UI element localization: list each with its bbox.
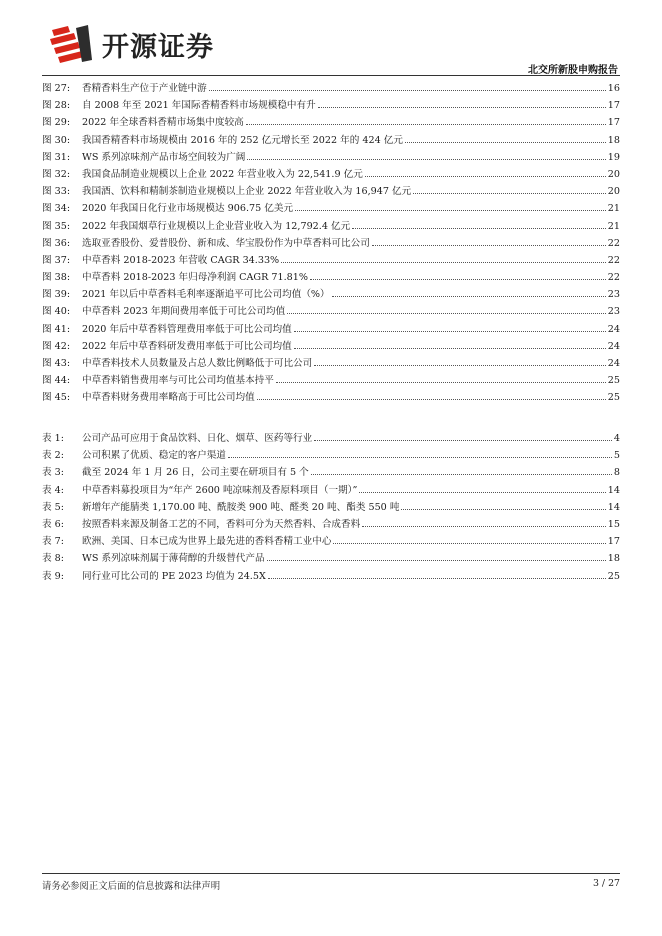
dot-leader (294, 331, 606, 332)
figure-entry-title: 2020 年我国日化行业市场规模达 906.75 亿美元 (82, 203, 294, 215)
figure-entry[interactable] (42, 80, 620, 97)
header-divider (42, 75, 620, 76)
dot-leader (362, 526, 606, 527)
table-entry-title: 截至 2024 年 1 月 26 日，公司主要在研项目有 5 个 (82, 467, 309, 479)
table-entry-title: 同行业可比公司的 PE 2023 均值为 24.5X (82, 570, 266, 582)
dot-leader (332, 296, 606, 297)
figure-entry-page: 25 (607, 375, 620, 387)
figure-entry-title: 中草香料技术人员数量及占总人数比例略低于可比公司 (82, 358, 313, 369)
figure-entry-label: 图 30: (42, 134, 71, 146)
dot-leader (352, 228, 606, 229)
table-entry-label: 表 6: (42, 518, 64, 530)
figure-entry-label: 图 33: (42, 186, 71, 198)
figure-entry-label: 图 27: (42, 83, 71, 94)
table-entry[interactable] (42, 430, 620, 447)
table-entry-page: 14 (607, 501, 620, 513)
figure-entry-title: 中草香料财务费用率略高于可比公司均值 (82, 392, 255, 404)
dot-leader (314, 440, 612, 441)
table-entry-page: 14 (607, 484, 620, 496)
figure-entry[interactable] (42, 252, 620, 269)
figure-entry-page: 17 (607, 117, 620, 129)
table-entry-page: 4 (613, 433, 620, 444)
table-entry-title: WS 系列凉味剂属于薄荷醇的升级替代产品 (82, 553, 265, 565)
figure-entry[interactable] (42, 132, 620, 149)
figure-entry-label: 图 29: (42, 117, 71, 129)
dot-leader (405, 142, 606, 143)
table-entry[interactable] (42, 447, 620, 464)
figure-entry-page: 19 (607, 151, 620, 163)
figure-entry-page: 24 (607, 358, 620, 369)
table-entry[interactable] (42, 464, 620, 481)
figure-entry-title: 我国酒、饮料和精制茶制造业规模以上企业 2022 年营业收入为 16,947 亿元 (82, 186, 412, 198)
figure-entry-title: 中草香料 2018-2023 年营收 CAGR 34.33% (82, 254, 280, 266)
figure-entry-page: 22 (607, 254, 620, 266)
figure-entry[interactable] (42, 355, 620, 372)
figure-entry[interactable] (42, 183, 620, 200)
figure-entry-label: 图 34: (42, 203, 71, 215)
dot-leader (333, 543, 605, 544)
footer-disclaimer: 请务必参阅正文后面的信息披露和法律声明 (42, 881, 221, 892)
dot-leader (276, 382, 606, 383)
table-entry[interactable] (42, 550, 620, 567)
figure-entry[interactable] (42, 200, 620, 217)
figure-entry-label: 图 32: (42, 168, 71, 180)
table-entry-page: 8 (613, 467, 620, 479)
table-entry[interactable] (42, 482, 620, 499)
figure-entry[interactable] (42, 389, 620, 406)
page-number: 3 / 27 (592, 878, 620, 889)
table-entry[interactable] (42, 499, 620, 516)
dot-leader (318, 107, 606, 108)
dot-leader (209, 90, 606, 91)
figure-entry-title: 我国香精香料市场规模由 2016 年的 252 亿元增长至 2022 年的 424 亿元 (82, 134, 403, 146)
figure-entry-page: 25 (607, 392, 620, 404)
figure-entry-page: 17 (607, 100, 620, 112)
figure-entry-label: 图 36: (42, 237, 71, 249)
table-entry-page: 15 (607, 518, 620, 530)
table-entry-page: 18 (607, 553, 620, 565)
table-entry-page: 25 (607, 570, 620, 582)
table-entry[interactable] (42, 516, 620, 533)
dot-leader (401, 509, 605, 510)
figure-entry-title: 2022 年后中草香料研发费用率低于可比公司均值 (82, 340, 292, 352)
dot-leader (295, 210, 606, 211)
table-entry-label: 表 7: (42, 536, 64, 548)
figure-entry-label: 图 38: (42, 272, 71, 284)
dot-leader (372, 245, 606, 246)
figure-entry-label: 图 42: (42, 340, 71, 352)
table-entry-label: 表 3: (42, 467, 64, 479)
figure-entry-page: 21 (607, 220, 620, 232)
company-name: 开源证券 (102, 31, 214, 63)
dot-leader (268, 578, 606, 579)
figure-entry-label: 图 43: (42, 358, 71, 369)
dot-leader (246, 124, 606, 125)
table-list (42, 430, 620, 585)
figure-entry-label: 图 39: (42, 289, 71, 301)
figure-entry[interactable] (42, 166, 620, 183)
figure-entry-title: 中草香料销售费用率与可比公司均值基本持平 (82, 375, 274, 387)
figure-entry-page: 24 (607, 340, 620, 352)
figure-entry-title: 2020 年后中草香料管理费用率低于可比公司均值 (82, 323, 292, 335)
dot-leader (257, 399, 606, 400)
figure-entry[interactable] (42, 97, 620, 114)
figure-entry[interactable] (42, 372, 620, 389)
table-entry-label: 表 5: (42, 501, 64, 513)
company-logo (48, 24, 214, 64)
figure-entry-page: 16 (607, 83, 620, 94)
figure-list (42, 80, 620, 407)
table-entry-title: 按照香料来源及制备工艺的不同，香料可分为天然香料、合成香料 (82, 518, 361, 530)
figure-entry-page: 22 (607, 272, 620, 284)
figure-entry-title: 我国食品制造业规模以上企业 2022 年营业收入为 22,541.9 亿元 (82, 168, 363, 180)
figure-entry-label: 图 28: (42, 100, 71, 112)
figure-entry-page: 23 (607, 306, 620, 318)
dot-leader (228, 457, 612, 458)
table-entry-page: 17 (607, 536, 620, 548)
figure-entry-title: 选取亚香股份、爱普股份、新和成、华宝股份作为中草香料可比公司 (82, 237, 370, 249)
dot-leader (287, 313, 606, 314)
table-entry-title: 公司产品可应用于食品饮料、日化、烟草、医药等行业 (82, 433, 313, 444)
figure-entry[interactable] (42, 218, 620, 235)
figure-entry-page: 22 (607, 237, 620, 249)
figure-entry-label: 图 31: (42, 151, 71, 163)
figure-entry[interactable] (42, 114, 620, 131)
figure-entry-title: 自 2008 年至 2021 年国际香精香料市场规模稳中有升 (82, 100, 316, 112)
figure-entry-title: 中草香料 2018-2023 年归母净利润 CAGR 71.81% (82, 272, 308, 284)
figure-entry[interactable] (42, 269, 620, 286)
table-entry-label: 表 9: (42, 570, 64, 582)
table-entry-label: 表 1: (42, 433, 64, 444)
brand-logo-icon (48, 24, 94, 64)
figure-entry[interactable] (42, 303, 620, 320)
table-entry-title: 新增年产能腈类 1,170.00 吨、酰胺类 900 吨、醛类 20 吨、酯类 550 吨 (82, 501, 400, 513)
dot-leader (359, 492, 605, 493)
figure-entry[interactable] (42, 149, 620, 166)
figure-entry[interactable] (42, 338, 620, 355)
figure-entry-title: 香精香料生产位于产业链中游 (82, 83, 207, 94)
figure-entry-title: 2022 年全球香料香精市场集中度较高 (82, 117, 244, 129)
figure-entry-page: 24 (607, 323, 620, 335)
dot-leader (314, 365, 606, 366)
dot-leader (310, 279, 606, 280)
dot-leader (311, 474, 612, 475)
table-entry-page: 5 (613, 450, 620, 462)
figure-entry-page: 21 (607, 203, 620, 215)
table-entry-label: 表 8: (42, 553, 64, 565)
table-entry-title: 中草香料募投项目为“年产 2600 吨凉味剂及香原料项目（一期）” (82, 484, 358, 496)
table-entry-label: 表 2: (42, 450, 64, 462)
figure-entry[interactable] (42, 286, 620, 303)
figure-entry-title: 2021 年以后中草香料毛利率逐渐追平可比公司均值（%） (82, 289, 330, 301)
dot-leader (294, 348, 606, 349)
dot-leader (267, 560, 606, 561)
figure-entry-page: 18 (607, 134, 620, 146)
figure-entry-label: 图 45: (42, 392, 71, 404)
figure-entry-page: 20 (607, 186, 620, 198)
figure-entry-label: 图 44: (42, 375, 71, 387)
dot-leader (413, 193, 606, 194)
figure-entry-page: 23 (607, 289, 620, 301)
dot-leader (247, 159, 605, 160)
table-entry-label: 表 4: (42, 484, 64, 496)
figure-entry-title: 中草香料 2023 年期间费用率低于可比公司均值 (82, 306, 286, 318)
footer-divider (42, 873, 620, 874)
figure-entry-label: 图 35: (42, 220, 71, 232)
figure-entry-title: 2022 年我国烟草行业规模以上企业营业收入为 12,792.4 亿元 (82, 220, 351, 232)
dot-leader (365, 176, 606, 177)
dot-leader (281, 262, 606, 263)
figure-entry[interactable] (42, 235, 620, 252)
figure-entry-title: WS 系列凉味剂产品市场空间较为广阔 (82, 151, 246, 163)
report-type: 北交所新股申购报告 (528, 65, 618, 76)
figure-entry-page: 20 (607, 168, 620, 180)
figure-entry-label: 图 41: (42, 323, 71, 335)
table-entry-title: 欧洲、美国、日本已成为世界上最先进的香料香精工业中心 (82, 536, 332, 548)
figure-entry-label: 图 40: (42, 306, 71, 318)
table-entry-title: 公司积累了优质、稳定的客户渠道 (82, 450, 226, 462)
table-entry[interactable] (42, 533, 620, 550)
table-entry[interactable] (42, 568, 620, 585)
figure-entry-label: 图 37: (42, 254, 71, 266)
figure-entry[interactable] (42, 321, 620, 338)
